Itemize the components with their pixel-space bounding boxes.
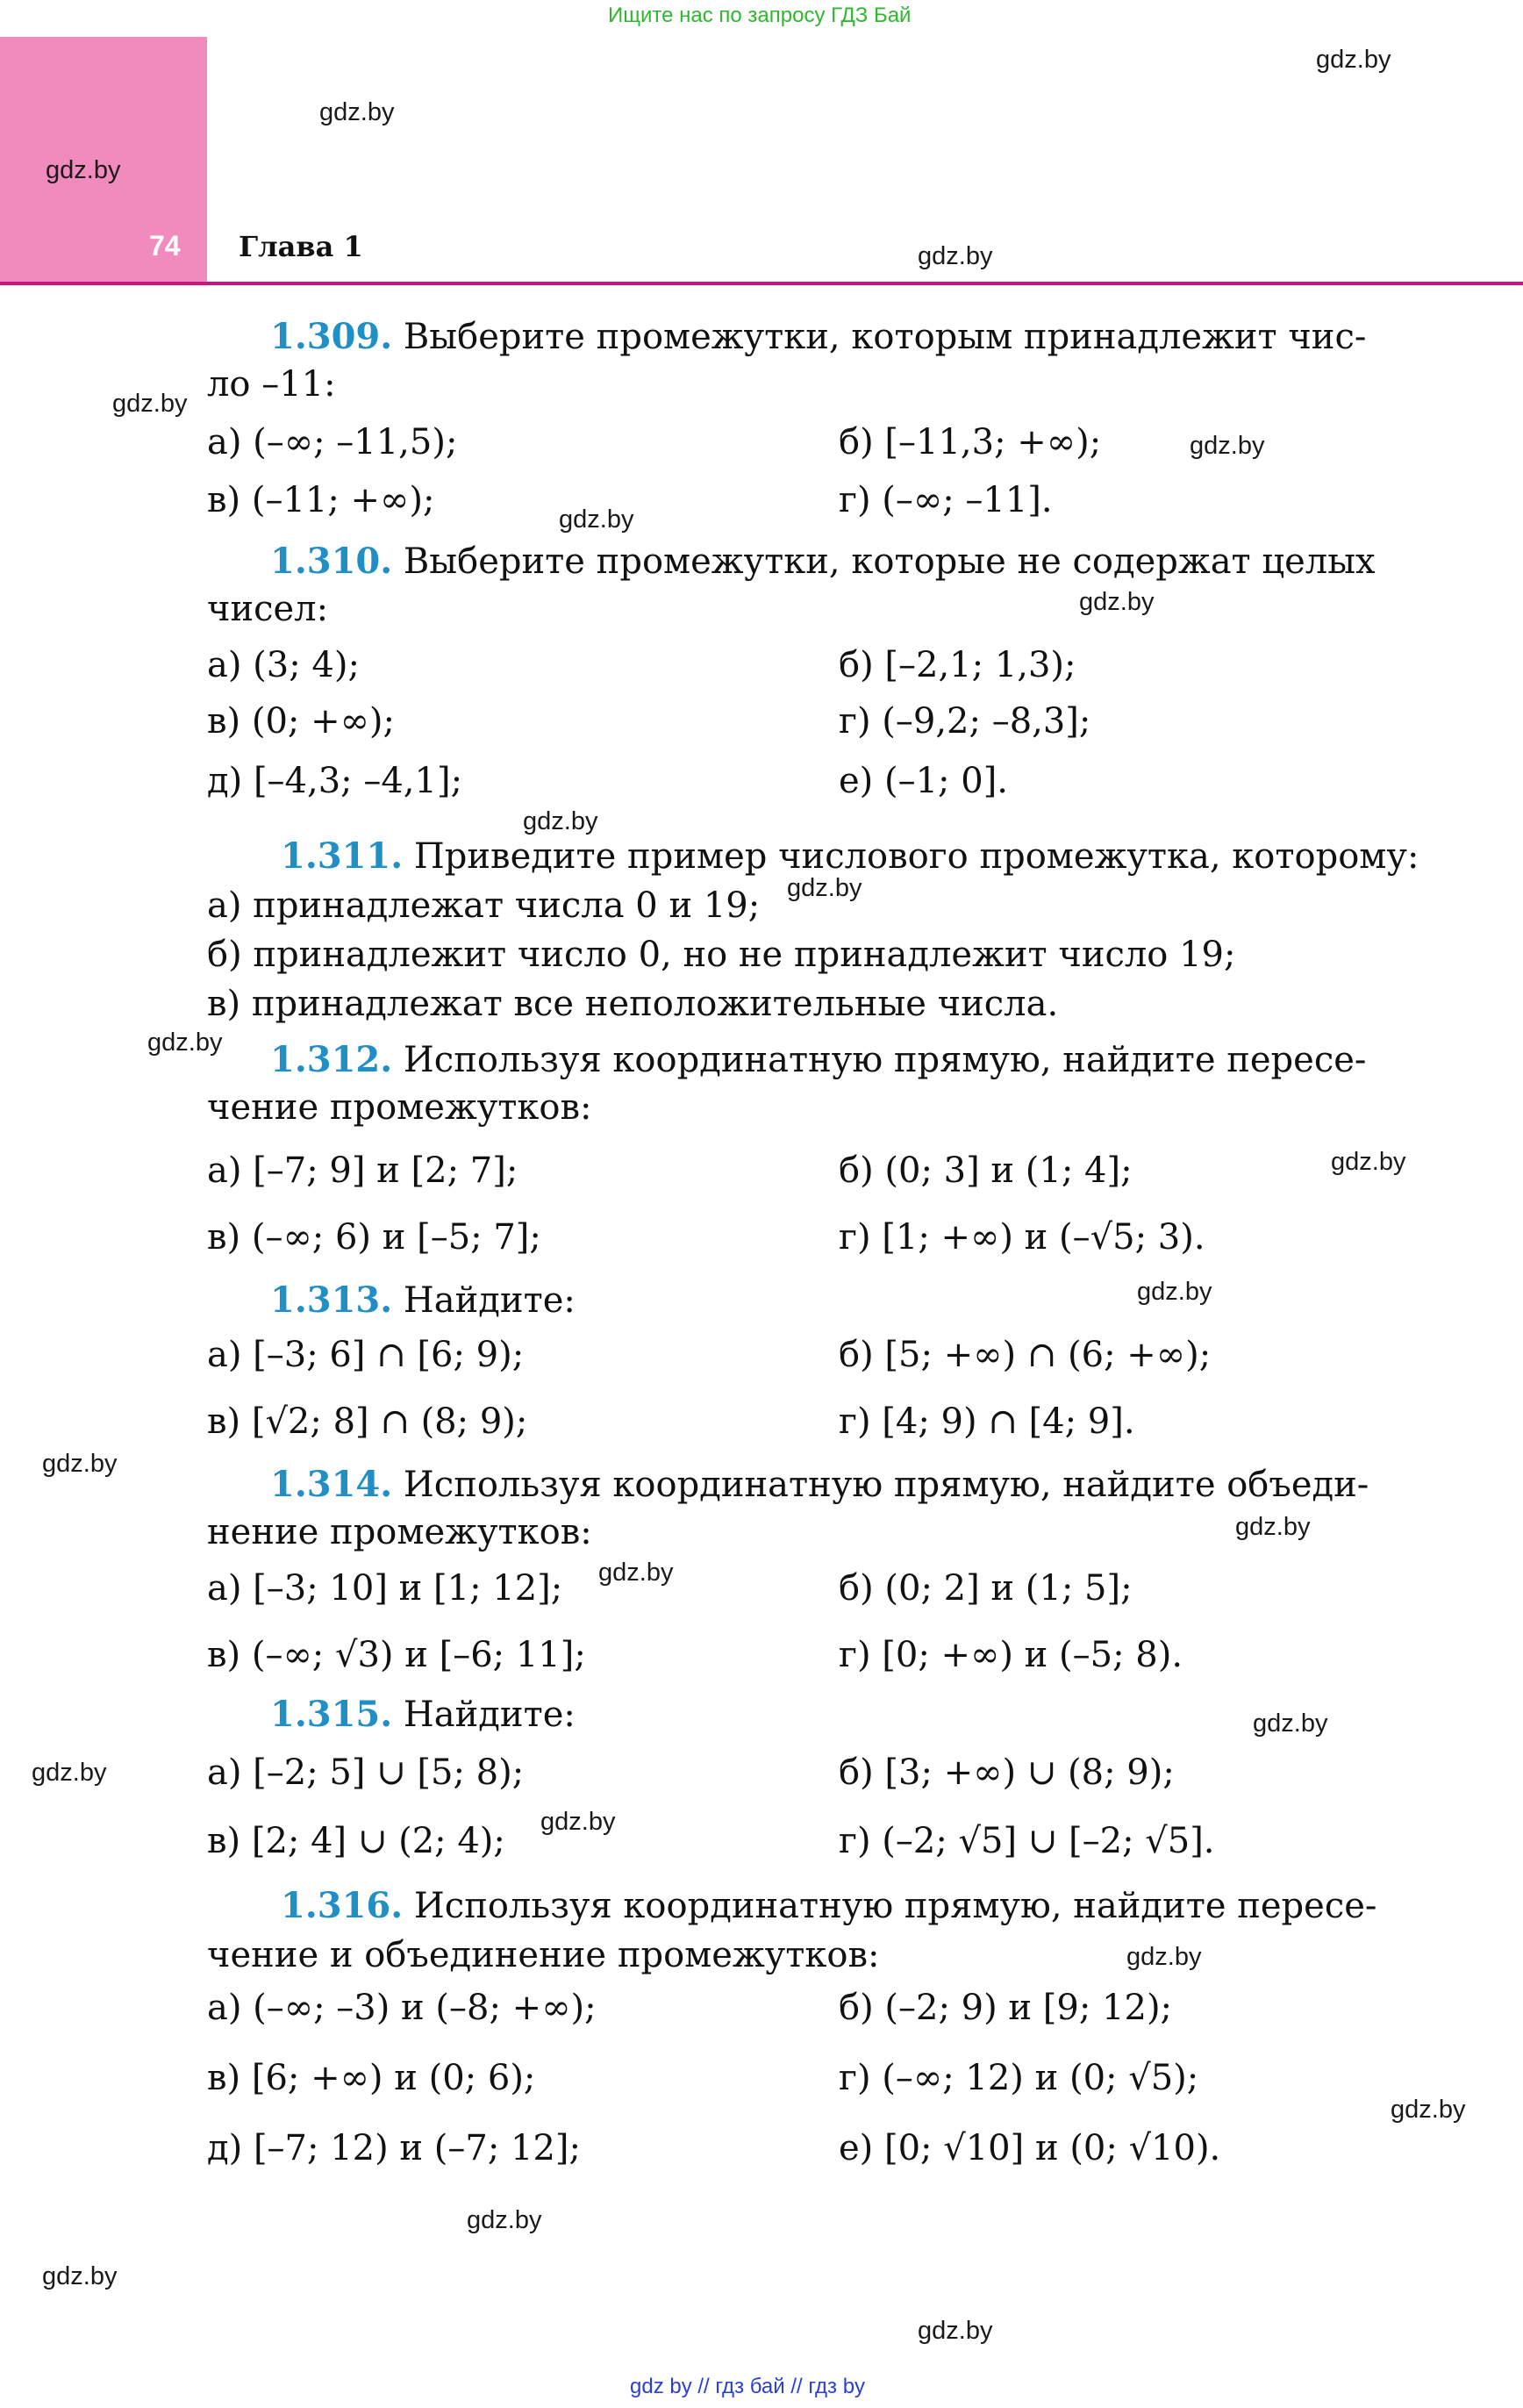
header-rule (0, 282, 1523, 285)
problem-number: 1.309. (270, 316, 393, 357)
problem-1313-option-v: в) [√2; 8] ∩ (8; 9); (207, 1401, 528, 1442)
watermark: gdz.by (1190, 432, 1265, 460)
problem-text: Выберите промежутки, которые не содержат целых (403, 541, 1376, 582)
watermark: gdz.by (147, 1028, 223, 1057)
problem-1311-statement (281, 832, 1419, 881)
problem-1309-option-g: г) (–∞; –11]. (839, 480, 1053, 520)
problem-1316-option-d: д) [–7; 12) и (–7; 12]; (207, 2128, 582, 2168)
problem-1310-statement (270, 537, 1376, 586)
watermark: gdz.by (32, 1759, 107, 1787)
problem-1310-option-d: д) [–4,3; –4,1]; (207, 761, 463, 801)
problem-number: 1.312. (270, 1039, 393, 1080)
problem-number: 1.310. (270, 541, 393, 582)
problem-1310-option-v: в) (0; +∞); (207, 701, 396, 742)
problem-1312-option-b: б) (0; 3] и (1; 4]; (839, 1150, 1133, 1191)
problem-number: 1.316. (281, 1885, 404, 1926)
problem-1309-option-v: в) (–11; +∞); (207, 480, 435, 520)
problem-1316-option-e: е) [0; √10] и (0; √10). (839, 2128, 1221, 2168)
watermark: gdz.by (112, 390, 188, 418)
problem-1312-statement (270, 1036, 1366, 1085)
problem-1316-statement (281, 1881, 1376, 1931)
watermark: gdz.by (598, 1559, 674, 1587)
problem-1314-option-a: а) [–3; 10] и [1; 12]; (207, 1568, 563, 1609)
watermark: gdz.by (1331, 1148, 1406, 1176)
problem-1313-option-g: г) [4; 9) ∩ [4; 9]. (839, 1401, 1135, 1442)
problem-1311-option-v: в) принадлежат все неположительные числа. (207, 984, 1059, 1024)
watermark: gdz.by (46, 156, 121, 184)
problem-1314-statement-cont: нение промежутков: (207, 1512, 592, 1552)
problem-number: 1.311. (281, 835, 404, 877)
problem-1315-option-v: в) [2; 4] ∪ (2; 4); (207, 1821, 505, 1861)
watermark: gdz.by (1079, 588, 1155, 616)
watermark: gdz.by (467, 2206, 542, 2234)
problem-number: 1.314. (270, 1464, 393, 1505)
problem-1313-option-a: а) [–3; 6] ∩ [6; 9); (207, 1335, 525, 1375)
problem-1314-option-g: г) [0; +∞) и (–5; 8). (839, 1635, 1183, 1675)
problem-text: Приведите пример числового промежутка, которому: (413, 836, 1419, 877)
watermark: gdz.by (1126, 1943, 1202, 1971)
problem-1312-option-v: в) (–∞; 6) и [–5; 7]; (207, 1217, 541, 1258)
problem-1312-option-g: г) [1; +∞) и (–√5; 3). (839, 1217, 1205, 1258)
watermark: gdz.by (1253, 1709, 1328, 1738)
watermark: gdz.by (918, 2317, 993, 2345)
problem-1310-option-g: г) (–9,2; –8,3]; (839, 701, 1091, 742)
watermark: gdz.by (787, 874, 862, 902)
problem-1312-statement-cont: чение промежутков: (207, 1087, 592, 1128)
problem-1316-option-v: в) [6; +∞) и (0; 6); (207, 2058, 536, 2098)
problem-1309-statement (270, 312, 1366, 362)
problem-1310-statement-cont: чисел: (207, 589, 329, 629)
problem-1315-statement (270, 1690, 576, 1739)
watermark: gdz.by (1391, 2096, 1466, 2124)
problem-1309-option-a: а) (–∞; –11,5); (207, 422, 458, 462)
problem-text: Используя координатную прямую, найдите объеди- (403, 1465, 1369, 1505)
problem-1314-option-b: б) (0; 2] и (1; 5]; (839, 1568, 1133, 1609)
problem-1316-option-b: б) (–2; 9) и [9; 12); (839, 1988, 1173, 2028)
problem-1310-option-b: б) [–2,1; 1,3); (839, 645, 1076, 685)
problem-1309-option-b: б) [–11,3; +∞); (839, 422, 1102, 462)
watermark: gdz.by (1235, 1513, 1311, 1541)
watermark: gdz.by (42, 1450, 118, 1478)
problem-text: Найдите: (403, 1280, 576, 1321)
problem-1313-statement (270, 1276, 576, 1325)
problem-1316-option-a: а) (–∞; –3) и (–8; +∞); (207, 1988, 597, 2028)
watermark: gdz.by (1137, 1278, 1212, 1306)
problem-1314-option-v: в) (–∞; √3) и [–6; 11]; (207, 1635, 586, 1675)
watermark: gdz.by (540, 1808, 616, 1836)
watermark: gdz.by (559, 505, 634, 534)
problem-1311-option-a: а) принадлежат числа 0 и 19; (207, 885, 761, 926)
problem-1312-option-a: а) [–7; 9] и [2; 7]; (207, 1150, 518, 1191)
page-number: 74 (149, 230, 181, 262)
problem-1310-option-a: а) (3; 4); (207, 645, 360, 685)
problem-text: Выберите промежутки, которым принадлежит чис- (403, 317, 1367, 357)
chapter-title: Глава 1 (239, 230, 363, 263)
problem-text: Используя координатную прямую, найдите пересе- (413, 1886, 1377, 1926)
problem-1314-statement (270, 1460, 1369, 1509)
watermark: gdz.by (523, 807, 598, 835)
problem-number: 1.315. (270, 1694, 393, 1735)
problem-1313-option-b: б) [5; +∞) ∩ (6; +∞); (839, 1335, 1212, 1375)
watermark: gdz.by (319, 98, 395, 126)
problem-1316-statement-cont: чение и объединение промежутков: (207, 1935, 880, 1975)
watermark: gdz.by (1316, 46, 1391, 74)
search-banner[interactable]: Ищите нас по запросу ГДЗ Бай (608, 4, 912, 27)
problem-text: Используя координатную прямую, найдите пересе- (403, 1040, 1367, 1080)
watermark: gdz.by (918, 242, 993, 270)
problem-1310-option-e: е) (–1; 0]. (839, 761, 1009, 801)
watermark: gdz.by (42, 2262, 118, 2290)
problem-1309-statement-cont: ло –11: (207, 364, 336, 405)
problem-1311-option-b: б) принадлежит число 0, но не принадлежит число 19; (207, 935, 1236, 975)
problem-number: 1.313. (270, 1279, 393, 1321)
problem-1315-option-a: а) [–2; 5] ∪ [5; 8); (207, 1752, 525, 1793)
problem-1316-option-g: г) (–∞; 12) и (0; √5); (839, 2058, 1199, 2098)
footer-links[interactable]: gdz by // гдз бай // гдз by (630, 2375, 866, 2398)
problem-text: Найдите: (403, 1695, 576, 1735)
problem-1315-option-g: г) (–2; √5] ∪ [–2; √5]. (839, 1821, 1215, 1861)
problem-1315-option-b: б) [3; +∞) ∪ (8; 9); (839, 1752, 1175, 1793)
